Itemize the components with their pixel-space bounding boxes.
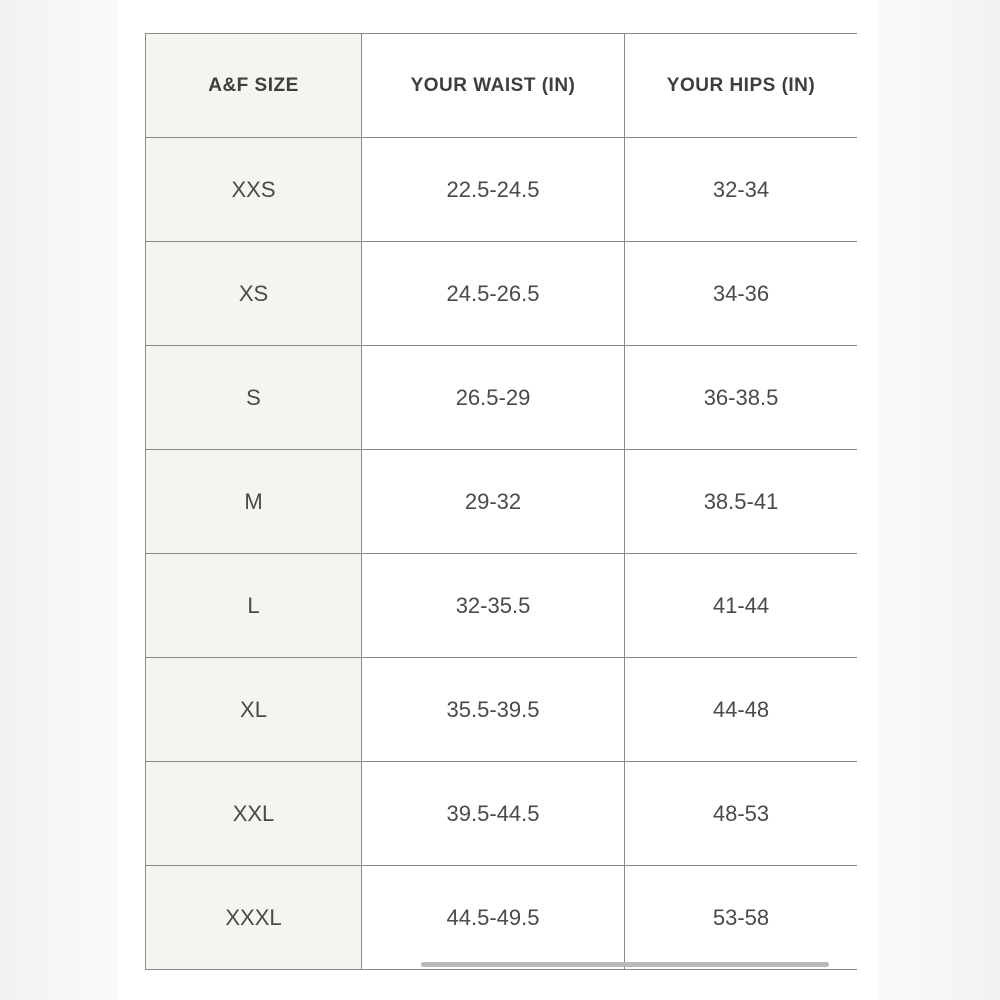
- cell-hips: 38.5-41: [625, 450, 858, 554]
- header-size: A&F SIZE: [146, 34, 362, 138]
- table-row: [146, 346, 858, 450]
- cell-waist: 44.5-49.5: [362, 866, 625, 970]
- cell-size: XS: [146, 242, 362, 346]
- cell-waist: 35.5-39.5: [362, 658, 625, 762]
- cell-size: M: [146, 450, 362, 554]
- table-row: [146, 762, 858, 866]
- table-header-row: [146, 34, 858, 138]
- cell-size: XXS: [146, 138, 362, 242]
- size-chart-table: [145, 33, 857, 970]
- table-row: [146, 866, 858, 970]
- cell-waist: 26.5-29: [362, 346, 625, 450]
- cell-hips: 34-36: [625, 242, 858, 346]
- cell-size: XXXL: [146, 866, 362, 970]
- cell-waist: 32-35.5: [362, 554, 625, 658]
- cell-waist: 24.5-26.5: [362, 242, 625, 346]
- table-row: [146, 242, 858, 346]
- cell-size: XXL: [146, 762, 362, 866]
- cell-hips: 44-48: [625, 658, 858, 762]
- cell-hips: 41-44: [625, 554, 858, 658]
- cell-waist: 22.5-24.5: [362, 138, 625, 242]
- cell-waist: 29-32: [362, 450, 625, 554]
- cell-waist: 39.5-44.5: [362, 762, 625, 866]
- header-waist: YOUR WAIST (IN): [362, 34, 625, 138]
- cell-size: XL: [146, 658, 362, 762]
- cell-size: L: [146, 554, 362, 658]
- cell-hips: 32-34: [625, 138, 858, 242]
- horizontal-scrollbar[interactable]: [421, 962, 829, 967]
- cell-size: S: [146, 346, 362, 450]
- table-row: [146, 450, 858, 554]
- cell-hips: 53-58: [625, 866, 858, 970]
- table-row: [146, 658, 858, 762]
- table-row: [146, 138, 858, 242]
- cell-hips: 48-53: [625, 762, 858, 866]
- header-hips: YOUR HIPS (IN): [625, 34, 858, 138]
- cell-hips: 36-38.5: [625, 346, 858, 450]
- table-row: [146, 554, 858, 658]
